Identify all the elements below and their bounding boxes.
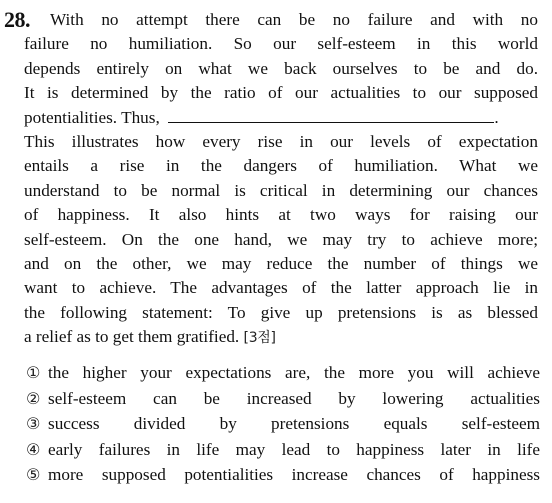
- choice-text: the higher your expectations are, the more you will achieve: [48, 363, 540, 382]
- choice-number: ①: [26, 363, 41, 382]
- passage-line: understand to be normal is critical in determining our chances: [24, 180, 538, 200]
- choice-number: ④: [26, 439, 41, 459]
- passage-line: and on the other, we may reduce the number of things we: [24, 254, 538, 274]
- answer-blank: [168, 108, 494, 123]
- points-badge: [3점]: [243, 330, 276, 347]
- choice-number: ②: [26, 388, 41, 408]
- answer-choices: [26, 360, 540, 488]
- passage-line: want to achieve. The advantages of the latter approach lie in: [24, 278, 538, 298]
- passage-line-with-blank: [24, 106, 538, 130]
- choice-text: self-esteem can be increased by lowering actualities: [48, 388, 540, 408]
- passage-line: It is determined by the ratio of our actualities to our supposed: [24, 83, 538, 103]
- passage-line: entails a rise in the dangers of humiliation. What we: [24, 156, 538, 176]
- passage-line: a relief as to get them gratified.: [24, 327, 240, 347]
- blank-period: .: [494, 107, 499, 127]
- question-number: 28.: [4, 7, 30, 32]
- passage-line: This illustrates how every rise in our levels of expectation: [24, 132, 538, 152]
- choice-5[interactable]: [26, 462, 540, 488]
- choice-1[interactable]: [26, 360, 540, 386]
- choice-2[interactable]: [26, 386, 540, 412]
- passage-line: depends entirely on what we back ourselves to be and do.: [24, 58, 538, 78]
- passage-line: potentialities. Thus,: [24, 107, 160, 127]
- passage-line: With no attempt there can be no failure and with no: [50, 10, 538, 29]
- choice-number: ⑤: [26, 465, 41, 485]
- choice-text: more supposed potentialities increase chances of happiness: [48, 465, 540, 485]
- question-block: [4, 8, 538, 351]
- passage-line: self-esteem. On the one hand, we may try to achieve more;: [24, 229, 538, 249]
- choice-text: early failures in life may lead to happiness later in life: [48, 439, 540, 459]
- choice-3[interactable]: [26, 411, 540, 437]
- passage-line: of happiness. It also hints at two ways for raising our: [24, 205, 538, 225]
- choice-number: ③: [26, 414, 41, 434]
- passage-line-final: [24, 325, 538, 350]
- passage-line: the following statement: To give up pretensions is as blessed: [24, 302, 538, 322]
- passage-line: failure no humiliation. So our self-esteem in this world: [24, 34, 538, 54]
- choice-4[interactable]: [26, 437, 540, 463]
- passage: [4, 8, 538, 351]
- choice-text: success divided by pretensions equals self-esteem: [48, 414, 540, 434]
